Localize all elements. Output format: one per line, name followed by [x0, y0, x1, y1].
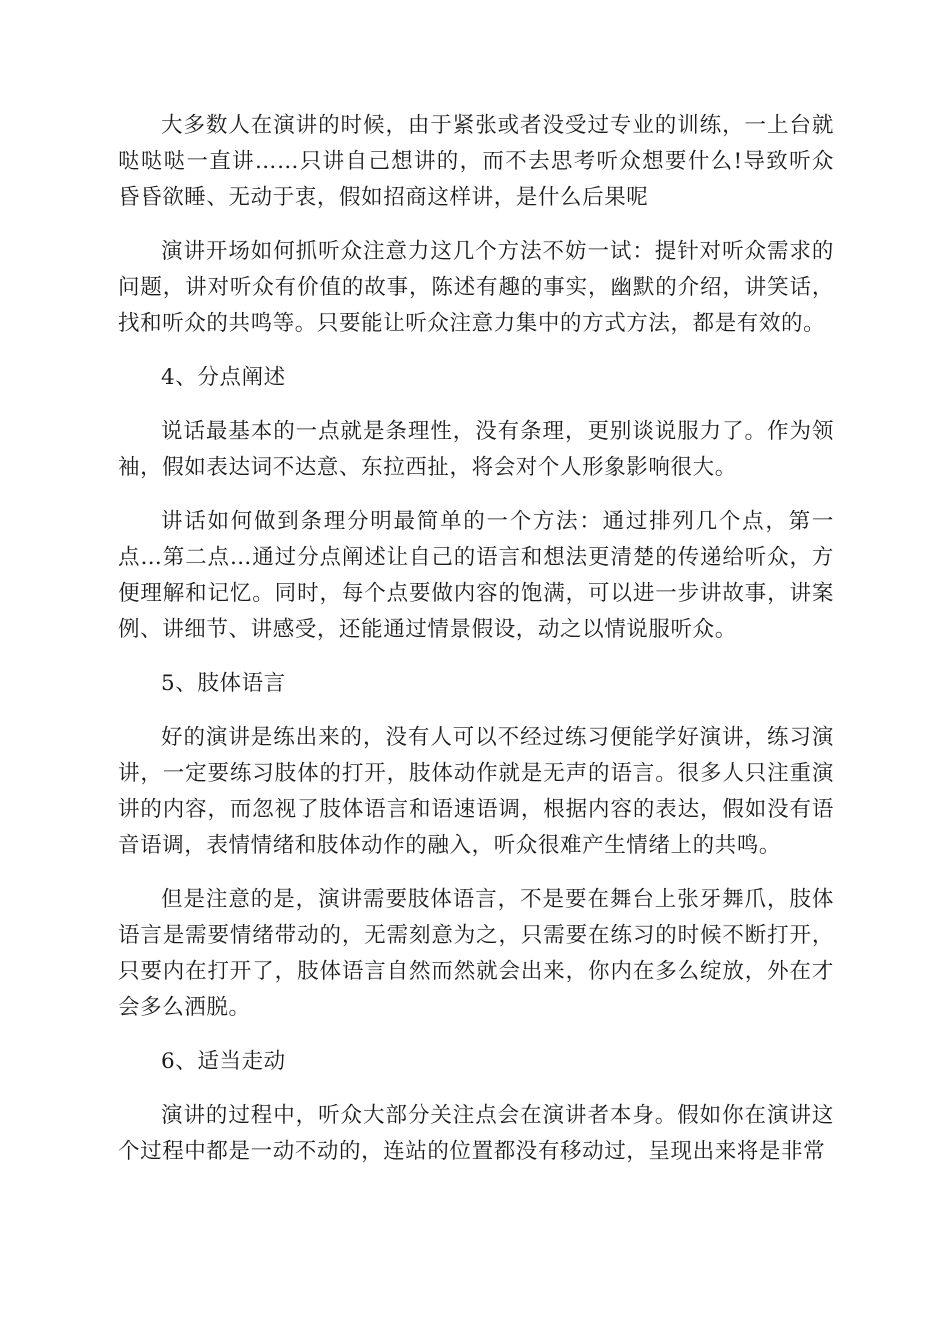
section-heading-4: 4、分点阐述: [161, 365, 286, 390]
paragraph-1: 大多数人在演讲的时候，由于紧张或者没受过专业的训练，一上台就哒哒哒一直讲……只讲自己想讲的，而不去思考听众想要什么!导致听众昏昏欲睡、无动于衷，假如招商这样讲，是什么后果呢: [118, 113, 834, 210]
paragraph-7: 演讲的过程中，听众大部分关注点会在演讲者本身。假如你在演讲这个过程中都是一动不动的，连站的位置都没有移动过，呈现出来将是非常: [118, 1103, 834, 1164]
section-heading-6: 6、适当走动: [161, 1049, 286, 1074]
document-body: [118, 108, 834, 1188]
paragraph-5: 好的演讲是练出来的，没有人可以不经过练习便能学好演讲，练习演讲，一定要练习肢体的打开，肢体动作就是无声的语言。很多人只注重演讲的内容，而忽视了肢体语言和语速语调，根据内容的表达，假如没有语音语调，表情情绪和肢体动作的融入，听众很难产生情绪上的共鸣。: [118, 725, 834, 858]
paragraph-2: 演讲开场如何抓听众注意力这几个方法不妨一试：提针对听众需求的问题，讲对听众有价值的故事，陈述有趣的事实，幽默的介绍，讲笑话，找和听众的共鸣等。只要能让听众注意力集中的方式方法，都是有效的。: [118, 239, 834, 336]
paragraph-4: 讲话如何做到条理分明最简单的一个方法：通过排列几个点，第一点…第二点…通过分点阐述让自己的语言和想法更清楚的传递给听众，方便理解和记忆。同时，每个点要做内容的饱满，可以进一步讲故事，讲案例、讲细节、讲感受，还能通过情景假设，动之以情说服听众。: [118, 509, 834, 642]
paragraph-3: 说话最基本的一点就是条理性，没有条理，更别谈说服力了。作为领袖，假如表达词不达意、东拉西扯，将会对个人形象影响很大。: [118, 419, 834, 480]
paragraph-6: 但是注意的是，演讲需要肢体语言，不是要在舞台上张牙舞爪，肢体语言是需要情绪带动的，无需刻意为之，只需要在练习的时候不断打开，只要内在打开了，肢体语言自然而然就会出来，你内在多么绽放，外在才会多么洒脱。: [118, 887, 834, 1020]
section-heading-5: 5、肢体语言: [161, 671, 286, 696]
